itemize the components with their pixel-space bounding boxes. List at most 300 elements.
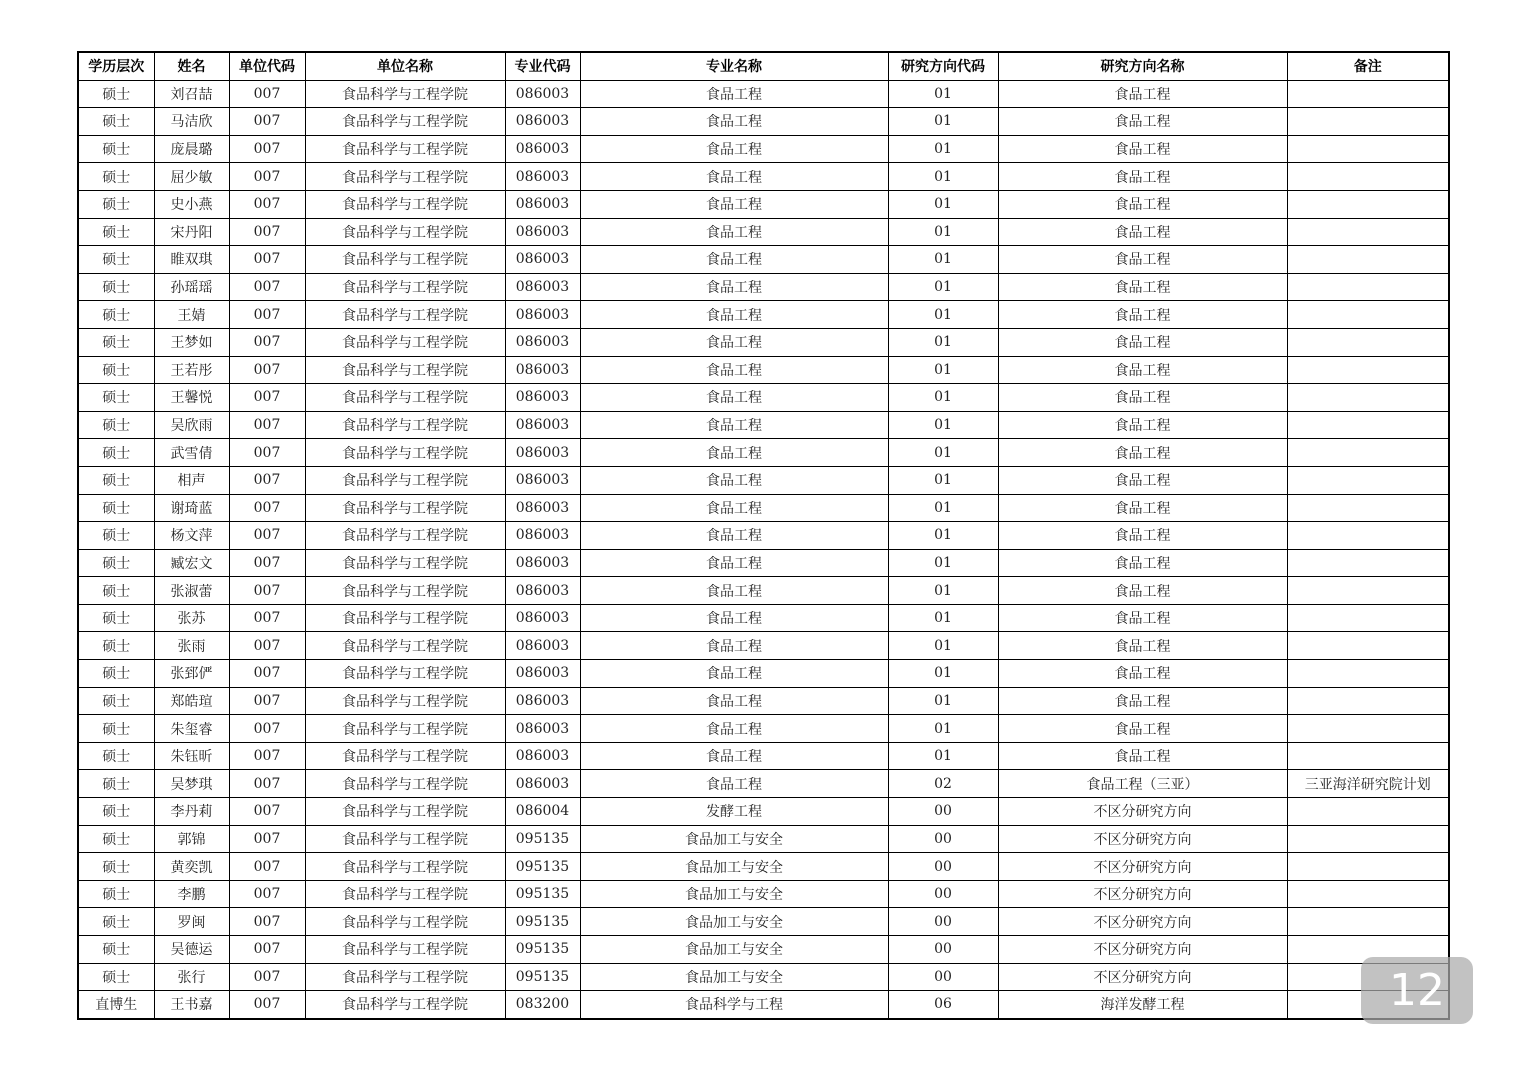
cell-name: 张淑蕾 — [154, 577, 229, 605]
cell-major-name: 食品加工与安全 — [580, 880, 888, 908]
cell-remarks — [1287, 108, 1449, 136]
cell-direction-code: 00 — [888, 798, 998, 826]
cell-name: 张雨 — [154, 632, 229, 660]
cell-direction-name: 食品工程 — [998, 273, 1287, 301]
cell-major-code: 086003 — [505, 328, 580, 356]
cell-major-name: 食品工程 — [580, 328, 888, 356]
cell-direction-name: 不区分研究方向 — [998, 853, 1287, 881]
cell-major-code: 086003 — [505, 770, 580, 798]
cell-direction-name: 食品工程 — [998, 549, 1287, 577]
cell-unit-code: 007 — [229, 853, 305, 881]
cell-unit-name: 食品科学与工程学院 — [305, 384, 505, 412]
table-row — [78, 991, 1449, 1019]
cell-degree-level: 硕士 — [78, 218, 154, 246]
cell-remarks — [1287, 604, 1449, 632]
cell-unit-name: 食品科学与工程学院 — [305, 411, 505, 439]
cell-direction-code: 01 — [888, 328, 998, 356]
cell-unit-code: 007 — [229, 328, 305, 356]
cell-direction-name: 食品工程 — [998, 439, 1287, 467]
cell-unit-name: 食品科学与工程学院 — [305, 798, 505, 826]
cell-direction-name: 食品工程 — [998, 604, 1287, 632]
cell-major-code: 086003 — [505, 522, 580, 550]
cell-direction-name: 不区分研究方向 — [998, 963, 1287, 991]
cell-direction-code: 01 — [888, 742, 998, 770]
cell-unit-code: 007 — [229, 908, 305, 936]
cell-major-name: 食品工程 — [580, 742, 888, 770]
cell-name: 臧宏文 — [154, 549, 229, 577]
cell-unit-code: 007 — [229, 273, 305, 301]
cell-name: 睢双琪 — [154, 246, 229, 274]
cell-major-name: 食品工程 — [580, 273, 888, 301]
table-row — [78, 825, 1449, 853]
cell-degree-level: 硕士 — [78, 439, 154, 467]
cell-direction-code: 01 — [888, 411, 998, 439]
table-header — [78, 52, 1449, 80]
cell-name: 刘召喆 — [154, 80, 229, 108]
cell-major-code: 086004 — [505, 798, 580, 826]
cell-major-code: 086003 — [505, 466, 580, 494]
cell-degree-level: 硕士 — [78, 880, 154, 908]
cell-degree-level: 硕士 — [78, 163, 154, 191]
cell-name: 郑皓瑄 — [154, 687, 229, 715]
cell-major-code: 095135 — [505, 853, 580, 881]
cell-major-code: 083200 — [505, 991, 580, 1019]
cell-unit-name: 食品科学与工程学院 — [305, 880, 505, 908]
cell-major-name: 食品工程 — [580, 770, 888, 798]
table-row — [78, 135, 1449, 163]
cell-degree-level: 硕士 — [78, 908, 154, 936]
table-row — [78, 577, 1449, 605]
cell-name: 黄奕凯 — [154, 853, 229, 881]
cell-direction-name: 食品工程 — [998, 687, 1287, 715]
cell-unit-code: 007 — [229, 80, 305, 108]
cell-unit-name: 食品科学与工程学院 — [305, 604, 505, 632]
cell-major-code: 086003 — [505, 632, 580, 660]
header-direction-name: 研究方向名称 — [998, 52, 1287, 80]
cell-direction-name: 食品工程 — [998, 660, 1287, 688]
cell-name: 相声 — [154, 466, 229, 494]
cell-direction-code: 01 — [888, 273, 998, 301]
cell-name: 吴梦琪 — [154, 770, 229, 798]
cell-degree-level: 硕士 — [78, 687, 154, 715]
cell-major-code: 086003 — [505, 273, 580, 301]
cell-direction-name: 食品工程 — [998, 246, 1287, 274]
cell-unit-name: 食品科学与工程学院 — [305, 466, 505, 494]
cell-unit-name: 食品科学与工程学院 — [305, 742, 505, 770]
cell-unit-code: 007 — [229, 466, 305, 494]
cell-name: 王梦如 — [154, 328, 229, 356]
cell-major-name: 食品加工与安全 — [580, 936, 888, 964]
cell-major-code: 086003 — [505, 135, 580, 163]
cell-major-code: 086003 — [505, 163, 580, 191]
cell-unit-name: 食品科学与工程学院 — [305, 549, 505, 577]
cell-direction-code: 01 — [888, 494, 998, 522]
cell-unit-name: 食品科学与工程学院 — [305, 825, 505, 853]
cell-degree-level: 硕士 — [78, 853, 154, 881]
cell-major-code: 086003 — [505, 356, 580, 384]
cell-major-code: 095135 — [505, 825, 580, 853]
cell-direction-name: 不区分研究方向 — [998, 936, 1287, 964]
cell-name: 谢琦蓝 — [154, 494, 229, 522]
table-row — [78, 549, 1449, 577]
cell-direction-name: 食品工程 — [998, 108, 1287, 136]
cell-major-code: 095135 — [505, 908, 580, 936]
table-row — [78, 80, 1449, 108]
cell-unit-code: 007 — [229, 108, 305, 136]
cell-direction-code: 01 — [888, 715, 998, 743]
cell-degree-level: 硕士 — [78, 384, 154, 412]
cell-major-name: 食品加工与安全 — [580, 963, 888, 991]
cell-name: 马洁欣 — [154, 108, 229, 136]
cell-remarks — [1287, 549, 1449, 577]
header-major-name: 专业名称 — [580, 52, 888, 80]
cell-unit-name: 食品科学与工程学院 — [305, 218, 505, 246]
table-row — [78, 108, 1449, 136]
cell-name: 吴欣雨 — [154, 411, 229, 439]
table-row — [78, 466, 1449, 494]
header-unit-name: 单位名称 — [305, 52, 505, 80]
cell-remarks — [1287, 163, 1449, 191]
cell-direction-name: 食品工程 — [998, 328, 1287, 356]
cell-direction-code: 01 — [888, 549, 998, 577]
cell-direction-name: 食品工程 — [998, 411, 1287, 439]
cell-degree-level: 硕士 — [78, 190, 154, 218]
cell-direction-code: 02 — [888, 770, 998, 798]
cell-major-code: 086003 — [505, 411, 580, 439]
cell-degree-level: 直博生 — [78, 991, 154, 1019]
cell-unit-name: 食品科学与工程学院 — [305, 301, 505, 329]
cell-major-name: 食品工程 — [580, 163, 888, 191]
cell-direction-name: 食品工程 — [998, 715, 1287, 743]
table-row — [78, 190, 1449, 218]
cell-major-name: 食品工程 — [580, 301, 888, 329]
cell-direction-code: 01 — [888, 246, 998, 274]
cell-degree-level: 硕士 — [78, 549, 154, 577]
cell-unit-code: 007 — [229, 963, 305, 991]
table-row — [78, 687, 1449, 715]
cell-major-name: 食品工程 — [580, 604, 888, 632]
cell-remarks — [1287, 798, 1449, 826]
cell-unit-code: 007 — [229, 411, 305, 439]
cell-direction-name: 食品工程 — [998, 135, 1287, 163]
cell-degree-level: 硕士 — [78, 936, 154, 964]
cell-direction-code: 01 — [888, 190, 998, 218]
page-number-badge: 12 — [1361, 957, 1473, 1024]
cell-remarks — [1287, 577, 1449, 605]
cell-degree-level: 硕士 — [78, 963, 154, 991]
cell-degree-level: 硕士 — [78, 80, 154, 108]
cell-remarks — [1287, 190, 1449, 218]
cell-unit-code: 007 — [229, 880, 305, 908]
table-row — [78, 604, 1449, 632]
cell-name: 孙瑶瑶 — [154, 273, 229, 301]
cell-major-code: 086003 — [505, 301, 580, 329]
cell-major-code: 086003 — [505, 604, 580, 632]
table-row — [78, 356, 1449, 384]
cell-degree-level: 硕士 — [78, 577, 154, 605]
cell-direction-name: 食品工程 — [998, 384, 1287, 412]
cell-unit-name: 食品科学与工程学院 — [305, 577, 505, 605]
cell-remarks — [1287, 494, 1449, 522]
cell-unit-name: 食品科学与工程学院 — [305, 163, 505, 191]
cell-degree-level: 硕士 — [78, 522, 154, 550]
cell-unit-code: 007 — [229, 660, 305, 688]
cell-direction-code: 00 — [888, 853, 998, 881]
cell-unit-code: 007 — [229, 742, 305, 770]
cell-unit-name: 食品科学与工程学院 — [305, 190, 505, 218]
cell-unit-code: 007 — [229, 549, 305, 577]
cell-unit-code: 007 — [229, 936, 305, 964]
cell-direction-code: 06 — [888, 991, 998, 1019]
cell-major-name: 食品工程 — [580, 108, 888, 136]
cell-remarks — [1287, 632, 1449, 660]
table-row — [78, 246, 1449, 274]
cell-degree-level: 硕士 — [78, 798, 154, 826]
cell-name: 庞晨璐 — [154, 135, 229, 163]
cell-unit-name: 食品科学与工程学院 — [305, 660, 505, 688]
cell-major-name: 食品加工与安全 — [580, 853, 888, 881]
table-row — [78, 439, 1449, 467]
cell-remarks — [1287, 742, 1449, 770]
header-degree-level: 学历层次 — [78, 52, 154, 80]
cell-unit-code: 007 — [229, 356, 305, 384]
cell-major-name: 食品加工与安全 — [580, 825, 888, 853]
table-row — [78, 715, 1449, 743]
cell-direction-code: 01 — [888, 577, 998, 605]
header-unit-code: 单位代码 — [229, 52, 305, 80]
table-row — [78, 328, 1449, 356]
table-row — [78, 384, 1449, 412]
cell-major-code: 095135 — [505, 963, 580, 991]
cell-name: 郭锦 — [154, 825, 229, 853]
cell-name: 吴德运 — [154, 936, 229, 964]
table-row — [78, 770, 1449, 798]
cell-unit-code: 007 — [229, 991, 305, 1019]
cell-name: 武雪倩 — [154, 439, 229, 467]
cell-major-name: 食品科学与工程 — [580, 991, 888, 1019]
table-row — [78, 411, 1449, 439]
header-row — [78, 52, 1449, 80]
cell-remarks — [1287, 384, 1449, 412]
cell-unit-code: 007 — [229, 825, 305, 853]
cell-degree-level: 硕士 — [78, 825, 154, 853]
table-body — [78, 80, 1449, 1019]
cell-name: 王书嘉 — [154, 991, 229, 1019]
cell-direction-name: 食品工程 — [998, 494, 1287, 522]
table-row — [78, 522, 1449, 550]
cell-degree-level: 硕士 — [78, 770, 154, 798]
cell-remarks — [1287, 853, 1449, 881]
cell-remarks — [1287, 687, 1449, 715]
cell-unit-name: 食品科学与工程学院 — [305, 632, 505, 660]
cell-unit-code: 007 — [229, 190, 305, 218]
header-remarks: 备注 — [1287, 52, 1449, 80]
cell-direction-name: 不区分研究方向 — [998, 798, 1287, 826]
cell-major-code: 086003 — [505, 549, 580, 577]
cell-unit-name: 食品科学与工程学院 — [305, 356, 505, 384]
cell-major-name: 食品工程 — [580, 356, 888, 384]
cell-name: 屈少敏 — [154, 163, 229, 191]
cell-degree-level: 硕士 — [78, 742, 154, 770]
cell-remarks — [1287, 825, 1449, 853]
cell-direction-code: 01 — [888, 384, 998, 412]
cell-remarks — [1287, 466, 1449, 494]
cell-direction-code: 01 — [888, 135, 998, 163]
cell-major-name: 食品工程 — [580, 411, 888, 439]
cell-unit-name: 食品科学与工程学院 — [305, 687, 505, 715]
table-row — [78, 853, 1449, 881]
cell-major-name: 食品工程 — [580, 439, 888, 467]
table-row — [78, 798, 1449, 826]
table-row — [78, 660, 1449, 688]
cell-name: 杨文萍 — [154, 522, 229, 550]
cell-degree-level: 硕士 — [78, 411, 154, 439]
cell-unit-code: 007 — [229, 246, 305, 274]
cell-degree-level: 硕士 — [78, 356, 154, 384]
cell-unit-code: 007 — [229, 687, 305, 715]
cell-unit-name: 食品科学与工程学院 — [305, 963, 505, 991]
cell-major-name: 食品工程 — [580, 80, 888, 108]
cell-direction-name: 食品工程 — [998, 577, 1287, 605]
cell-direction-code: 01 — [888, 80, 998, 108]
cell-remarks — [1287, 660, 1449, 688]
cell-major-name: 食品工程 — [580, 494, 888, 522]
cell-direction-name: 食品工程 — [998, 80, 1287, 108]
table-row — [78, 963, 1449, 991]
cell-degree-level: 硕士 — [78, 466, 154, 494]
cell-name: 张郅俨 — [154, 660, 229, 688]
cell-remarks — [1287, 356, 1449, 384]
table-row — [78, 742, 1449, 770]
cell-unit-code: 007 — [229, 163, 305, 191]
cell-unit-name: 食品科学与工程学院 — [305, 439, 505, 467]
cell-remarks: 三亚海洋研究院计划 — [1287, 770, 1449, 798]
cell-name: 张行 — [154, 963, 229, 991]
cell-major-code: 086003 — [505, 384, 580, 412]
cell-name: 朱钰昕 — [154, 742, 229, 770]
cell-major-name: 食品工程 — [580, 522, 888, 550]
cell-name: 王若彤 — [154, 356, 229, 384]
cell-degree-level: 硕士 — [78, 301, 154, 329]
cell-major-name: 食品工程 — [580, 687, 888, 715]
cell-name: 李鹏 — [154, 880, 229, 908]
cell-unit-code: 007 — [229, 632, 305, 660]
cell-major-name: 食品加工与安全 — [580, 908, 888, 936]
cell-unit-code: 007 — [229, 577, 305, 605]
cell-unit-name: 食品科学与工程学院 — [305, 328, 505, 356]
cell-unit-name: 食品科学与工程学院 — [305, 522, 505, 550]
cell-remarks — [1287, 715, 1449, 743]
cell-unit-name: 食品科学与工程学院 — [305, 715, 505, 743]
cell-direction-code: 01 — [888, 660, 998, 688]
cell-remarks — [1287, 135, 1449, 163]
cell-degree-level: 硕士 — [78, 108, 154, 136]
cell-unit-code: 007 — [229, 439, 305, 467]
cell-name: 史小燕 — [154, 190, 229, 218]
cell-direction-code: 00 — [888, 963, 998, 991]
cell-unit-code: 007 — [229, 798, 305, 826]
cell-unit-code: 007 — [229, 301, 305, 329]
cell-direction-code: 01 — [888, 522, 998, 550]
cell-unit-code: 007 — [229, 604, 305, 632]
cell-major-name: 食品工程 — [580, 218, 888, 246]
cell-unit-code: 007 — [229, 715, 305, 743]
cell-major-code: 086003 — [505, 246, 580, 274]
table-row — [78, 273, 1449, 301]
cell-remarks — [1287, 80, 1449, 108]
cell-unit-name: 食品科学与工程学院 — [305, 991, 505, 1019]
cell-direction-name: 不区分研究方向 — [998, 908, 1287, 936]
table-row — [78, 218, 1449, 246]
table-row — [78, 908, 1449, 936]
cell-direction-name: 食品工程 — [998, 301, 1287, 329]
header-major-code: 专业代码 — [505, 52, 580, 80]
cell-degree-level: 硕士 — [78, 632, 154, 660]
cell-direction-name: 食品工程 — [998, 163, 1287, 191]
cell-unit-name: 食品科学与工程学院 — [305, 108, 505, 136]
cell-major-name: 食品工程 — [580, 549, 888, 577]
cell-unit-code: 007 — [229, 135, 305, 163]
cell-major-code: 086003 — [505, 715, 580, 743]
cell-unit-name: 食品科学与工程学院 — [305, 770, 505, 798]
cell-major-name: 食品工程 — [580, 577, 888, 605]
cell-degree-level: 硕士 — [78, 660, 154, 688]
header-name: 姓名 — [154, 52, 229, 80]
admission-table — [77, 51, 1450, 1020]
cell-unit-name: 食品科学与工程学院 — [305, 246, 505, 274]
cell-remarks — [1287, 218, 1449, 246]
header-direction-code: 研究方向代码 — [888, 52, 998, 80]
cell-major-name: 食品工程 — [580, 190, 888, 218]
cell-unit-name: 食品科学与工程学院 — [305, 936, 505, 964]
cell-major-code: 086003 — [505, 660, 580, 688]
cell-major-name: 食品工程 — [580, 135, 888, 163]
cell-major-name: 食品工程 — [580, 466, 888, 494]
cell-degree-level: 硕士 — [78, 494, 154, 522]
table-row — [78, 163, 1449, 191]
table-row — [78, 632, 1449, 660]
cell-major-code: 095135 — [505, 936, 580, 964]
table-row — [78, 936, 1449, 964]
cell-name: 罗闽 — [154, 908, 229, 936]
cell-name: 朱玺睿 — [154, 715, 229, 743]
cell-direction-code: 01 — [888, 632, 998, 660]
cell-unit-code: 007 — [229, 522, 305, 550]
cell-direction-name: 食品工程 — [998, 522, 1287, 550]
cell-degree-level: 硕士 — [78, 246, 154, 274]
cell-degree-level: 硕士 — [78, 715, 154, 743]
cell-remarks — [1287, 411, 1449, 439]
cell-remarks — [1287, 328, 1449, 356]
cell-major-name: 食品工程 — [580, 660, 888, 688]
cell-direction-code: 01 — [888, 218, 998, 246]
cell-unit-code: 007 — [229, 218, 305, 246]
cell-unit-code: 007 — [229, 384, 305, 412]
cell-direction-code: 00 — [888, 825, 998, 853]
cell-degree-level: 硕士 — [78, 135, 154, 163]
cell-unit-name: 食品科学与工程学院 — [305, 908, 505, 936]
cell-direction-name: 食品工程 — [998, 466, 1287, 494]
cell-direction-name: 食品工程 — [998, 742, 1287, 770]
cell-direction-code: 01 — [888, 108, 998, 136]
cell-unit-name: 食品科学与工程学院 — [305, 135, 505, 163]
cell-remarks — [1287, 439, 1449, 467]
cell-name: 王馨悦 — [154, 384, 229, 412]
cell-unit-code: 007 — [229, 494, 305, 522]
cell-major-code: 095135 — [505, 880, 580, 908]
cell-degree-level: 硕士 — [78, 273, 154, 301]
cell-direction-code: 00 — [888, 936, 998, 964]
